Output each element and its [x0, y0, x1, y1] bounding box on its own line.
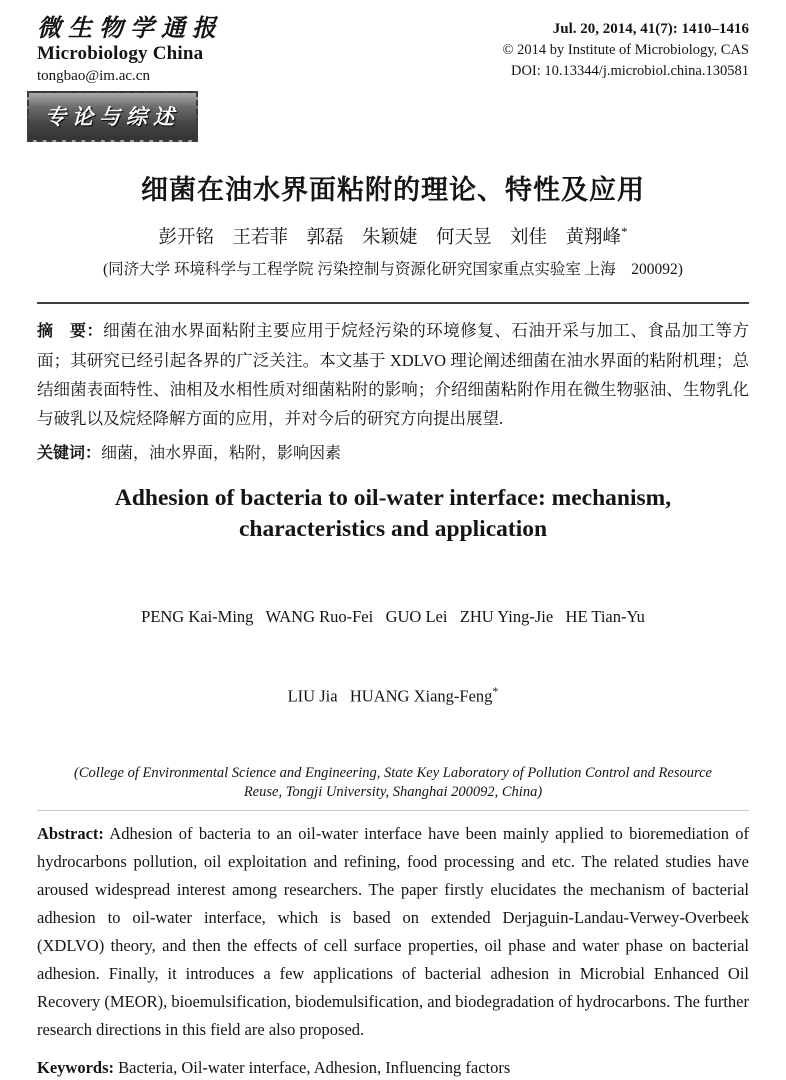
doi-line: DOI: 10.13344/j.microbiol.china.130581: [510, 63, 749, 79]
cn-authors: [37, 220, 749, 250]
en-abstract: [37, 820, 749, 1044]
cn-affiliation: (同济大学 环境科学与工程学院 污染控制与资源化研究国家重点实验室 上海 200092): [103, 261, 683, 279]
en-title: [37, 483, 749, 545]
en-corresponding-mark: *: [492, 684, 499, 699]
cn-keywords: [37, 441, 749, 467]
cn-abstract: [37, 316, 749, 433]
cn-authors-names: 彭开铭 王若菲 郭磊 朱颖婕 何天昱 刘佳 黄翔峰: [158, 228, 621, 249]
en-keywords-text: Bacteria, Oil-water interface, Adhesion, Influencing factors: [118, 1057, 511, 1077]
page-header: [37, 16, 749, 86]
en-abstract-label: Abstract:: [37, 823, 104, 843]
en-affiliation: [37, 764, 749, 802]
journal-name-en: Microbiology China: [37, 43, 204, 64]
en-authors-line1: PENG Kai-Ming WANG Ruo-Fei GUO Lei ZHU Ying-Jie HE Tian-Yu: [141, 607, 645, 627]
divider-main: [37, 302, 749, 304]
en-abstract-text: Adhesion of bacteria to an oil-water interface have been mainly applied to bioremediation of hydrocarbons pollution, oil exploitation and refining, food processing and etc. The related studies have aroused widespread interest among researchers. The paper firstly elucidates the mechanism of bacterial adhesion to oil-water interface, which is based on extended Derjaguin-Landau-Verwey-Overbeek (XDLVO) theory, and then the effects of cell surface properties, oil phase and water phase on bacterial adhesion. Finally, it introduces a few applications of bacterial adhesion in Microbial Enhanced Oil Recovery (MEOR), bioemulsification, biodemulsification, and biodegradation of hydrocarbons. The further research directions in this field are also proposed.: [37, 823, 749, 1039]
column-badge: 专论与综述: [27, 91, 198, 142]
issue-metadata: [503, 16, 750, 82]
en-keywords-label: Keywords:: [37, 1057, 114, 1077]
issue-date-pages: Jul. 20, 2014, 41(7): 1410–1416: [552, 21, 749, 37]
en-authors: [37, 554, 749, 759]
en-title-line2: characteristics and application: [238, 516, 548, 543]
journal-email: tongbao@im.ac.cn: [37, 68, 150, 84]
en-authors-line2-names: LIU Jia HUANG Xiang-Feng: [287, 686, 493, 706]
journal-identity: [37, 16, 223, 86]
journal-name-cn: 微生物学通报: [37, 16, 223, 42]
en-affiliation-line2: Reuse, Tongji University, Shanghai 200092, China): [243, 783, 543, 800]
cn-keywords-text: 细菌，油水界面，粘附，影响因素: [101, 445, 342, 463]
en-authors-line2: [37, 679, 749, 709]
cn-abstract-text: 细菌在油水界面粘附主要应用于烷烃污染的环境修复、石油开采与加工、食品加工等方面；其研究已经引起各界的广泛关注。本文基于 XDLVO 理论阐述细菌在油水界面的粘附机理；总结细菌表面特性、油相及水相性质对细菌粘附的影响；介绍细菌粘附作用在微生物驱油、生物乳化与破乳以及烷烃降解方面的应用，并对今后的研究方向提出展望.: [37, 321, 749, 429]
divider-thin: [37, 810, 749, 811]
cn-keywords-label: 关键词：: [37, 445, 102, 463]
en-title-line1: Adhesion of bacteria to oil-water interface: mechanism,: [114, 485, 672, 512]
en-affiliation-line1: (College of Environmental Science and Engineering, State Key Laboratory of Pollution Control and Resource: [74, 764, 712, 781]
cn-corresponding-mark: *: [621, 224, 628, 239]
cn-title: 细菌在油水界面粘附的理论、特性及应用: [141, 175, 645, 205]
copyright-line: © 2014 by Institute of Microbiology, CAS: [502, 42, 749, 58]
en-keywords: [37, 1056, 749, 1080]
cn-abstract-label: 摘 要：: [37, 323, 104, 341]
